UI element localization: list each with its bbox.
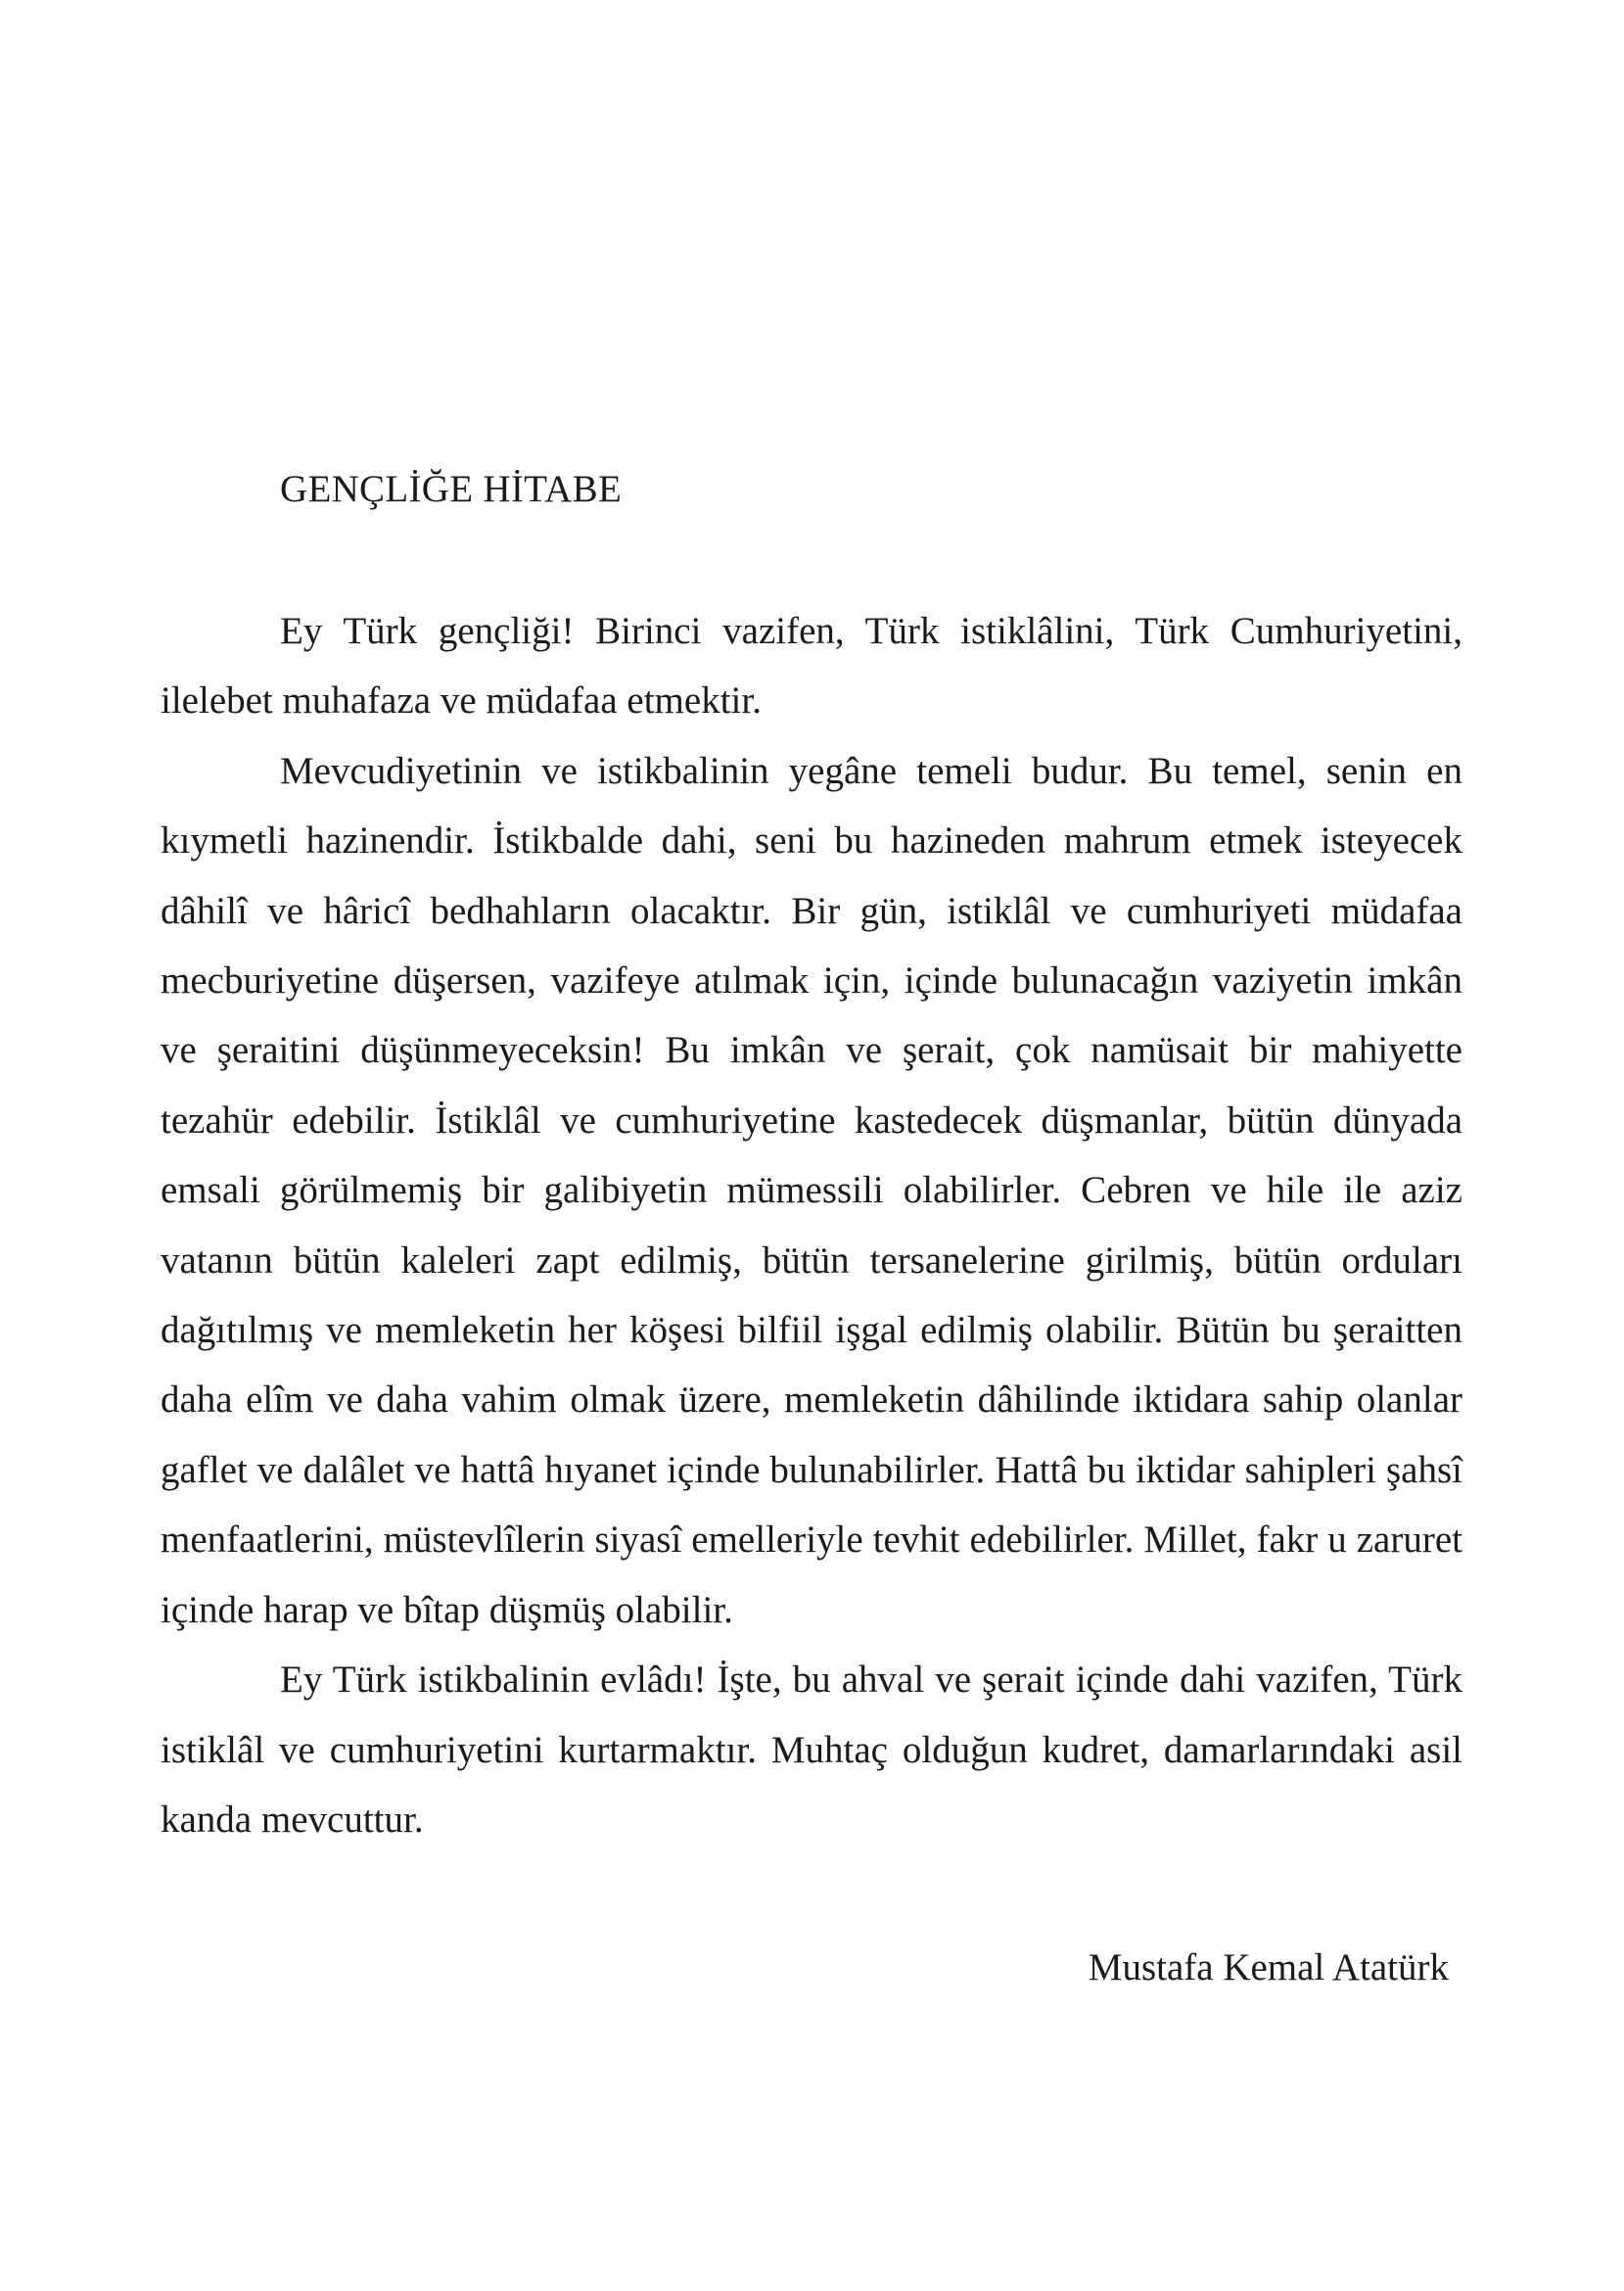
paragraph-3: Ey Türk istikbalinin evlâdı! İşte, bu ahval ve şerait içinde dahi vazifen, Türk istiklâl ve cumhuriyetini kurtarmaktır. Muhtaç olduğun kudret, damarlarındaki asil kanda mevcuttur. bbox=[161, 1659, 1462, 1841]
document-title: GENÇLİĞE HİTABE bbox=[280, 468, 623, 510]
document-body bbox=[161, 596, 1462, 1854]
signature: Mustafa Kemal Atatürk bbox=[1088, 1946, 1449, 1988]
paragraph-2: Mevcudiyetinin ve istikbalinin yegâne temeli budur. Bu temel, senin en kıymetli hazinendir. İstikbalde dahi, seni bu hazineden mahrum etmek isteyecek dâhilî ve hâricî bedhahların olacaktır. Bir gün, istiklâl ve cumhuriyeti müdafaa mecburiyetine düşersen, vazifeye atılmak için, içinde bulunacağın vaziyetin imkân ve şeraitini düşünmeyeceksin! Bu imkân ve şerait, çok namüsait bir mahiyette tezahür edebilir. İstiklâl ve cumhuriyetine kastedecek düşmanlar, bütün dünyada emsali görülmemiş bir galibiyetin mümessili olabilirler. Cebren ve hile ile aziz vatanın bütün kaleleri zapt edilmiş, bütün tersanelerine girilmiş, bütün orduları dağıtılmış ve memleketin her köşesi bilfiil işgal edilmiş olabilir. Bütün bu şeraitten daha elîm ve daha vahim olmak üzere, memleketin dâhilinde iktidara sahip olanlar gaflet ve dalâlet ve hattâ hıyanet içinde bulunabilirler. Hattâ bu iktidar sahipleri şahsî menfaatlerini, müstevlîlerin siyasî emelleriyle tevhit edebilirler. Millet, fakr u zaruret içinde harap ve bîtap düşmüş olabilir. bbox=[161, 749, 1462, 1631]
paragraph-1: Ey Türk gençliği! Birinci vazifen, Türk istiklâlini, Türk Cumhuriyetini, ilelebet muhafaza ve müdafaa etmektir. bbox=[161, 610, 1462, 723]
